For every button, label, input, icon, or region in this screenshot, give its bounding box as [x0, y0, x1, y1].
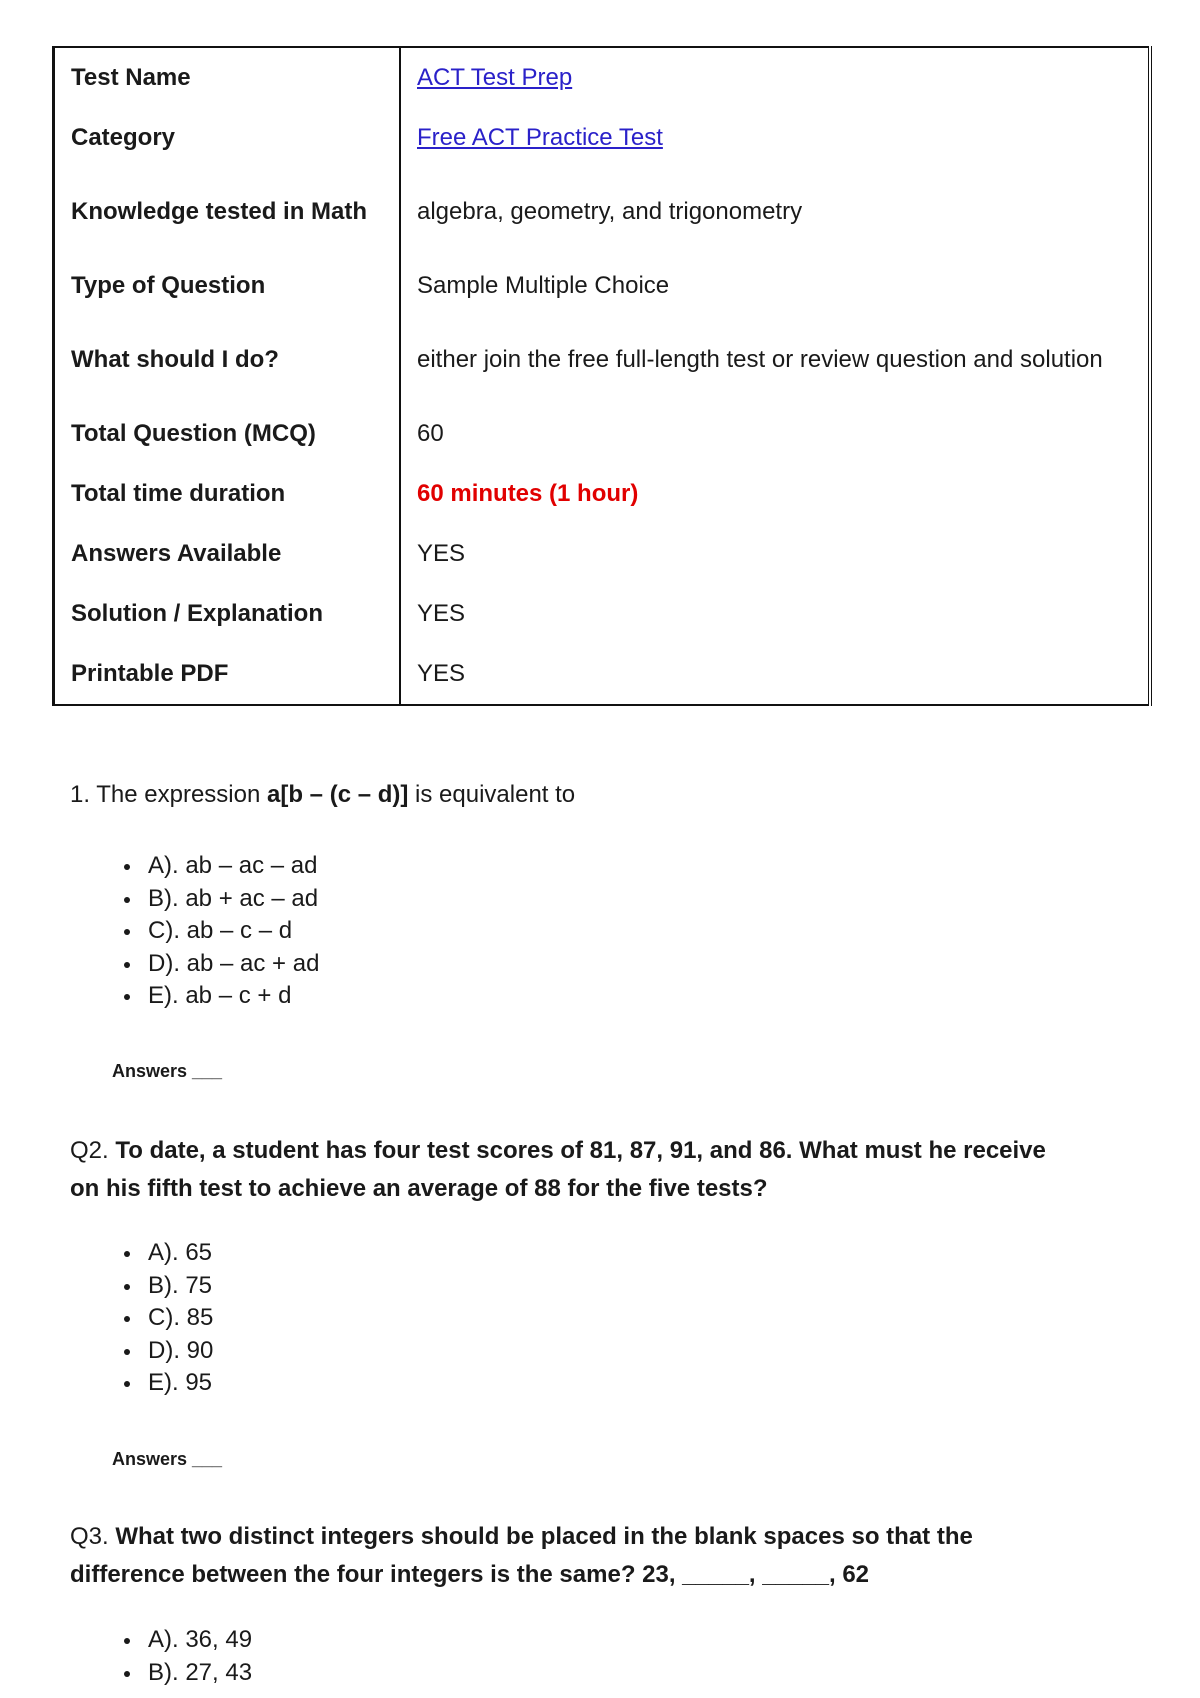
category-link[interactable]: Free ACT Practice Test	[417, 124, 663, 151]
table-row	[54, 524, 1151, 584]
row-label: Type of Question	[54, 256, 401, 316]
table-row	[54, 644, 1151, 705]
option[interactable]: E). 95	[118, 1367, 213, 1400]
row-value	[400, 108, 1150, 168]
option[interactable]: B). 75	[118, 1270, 213, 1303]
option[interactable]: A). 36, 49	[118, 1624, 252, 1657]
question-3-options	[118, 1624, 252, 1689]
row-label: Knowledge tested in Math	[54, 168, 401, 256]
table-row	[54, 316, 1151, 404]
table-row	[54, 404, 1151, 464]
question-1	[70, 776, 575, 814]
question-2-options	[118, 1237, 213, 1400]
option[interactable]: C). 85	[118, 1302, 213, 1335]
test-info-table	[52, 46, 1152, 706]
table-row	[54, 584, 1151, 644]
row-value	[400, 47, 1150, 108]
answers-toggle[interactable]: Answers ___	[112, 1449, 223, 1469]
row-label: Answers Available	[54, 524, 401, 584]
question-2	[70, 1132, 1080, 1208]
row-value: 60	[400, 404, 1150, 464]
question-2-prefix: Q2.	[70, 1137, 109, 1164]
row-label: Printable PDF	[54, 644, 401, 705]
table-row	[54, 168, 1151, 256]
row-value: YES	[400, 524, 1150, 584]
row-label: Total time duration	[54, 464, 401, 524]
question-3-text: What two distinct integers should be placed in the blank spaces so that the difference between the four integers is the same? 23, _____, _____, 62	[70, 1523, 973, 1588]
option[interactable]: D). 90	[118, 1335, 213, 1368]
option[interactable]: C). ab – c – d	[118, 915, 319, 948]
test-name-link[interactable]: ACT Test Prep	[417, 64, 573, 91]
option[interactable]: D). ab – ac + ad	[118, 948, 319, 981]
question-1-options	[118, 850, 319, 1013]
option[interactable]: B). ab + ac – ad	[118, 883, 319, 916]
question-3-prefix: Q3.	[70, 1523, 109, 1550]
table-row	[54, 256, 1151, 316]
row-label: Category	[54, 108, 401, 168]
table-row	[54, 464, 1151, 524]
option[interactable]: A). ab – ac – ad	[118, 850, 319, 883]
table-row	[54, 108, 1151, 168]
row-value: Sample Multiple Choice	[400, 256, 1150, 316]
row-value: YES	[400, 644, 1150, 705]
option[interactable]: A). 65	[118, 1237, 213, 1270]
option[interactable]: B). 27, 43	[118, 1657, 252, 1690]
question-1-expression: a[b – (c – d)]	[267, 781, 409, 808]
row-label: Test Name	[54, 47, 401, 108]
question-1-prefix: 1. The expression	[70, 781, 268, 808]
answers-toggle[interactable]: Answers ___	[112, 1061, 223, 1081]
row-value: YES	[400, 584, 1150, 644]
duration-value: 60 minutes (1 hour)	[400, 464, 1150, 524]
question-2-text: To date, a student has four test scores of 81, 87, 91, and 86. What must he receive on his fifth test to achieve an average of 88 for the five tests?	[70, 1137, 1046, 1202]
row-label: What should I do?	[54, 316, 401, 404]
row-value: algebra, geometry, and trigonometry	[400, 168, 1150, 256]
row-label: Total Question (MCQ)	[54, 404, 401, 464]
row-label: Solution / Explanation	[54, 584, 401, 644]
table-row	[54, 47, 1151, 108]
question-1-suffix: is equivalent to	[408, 781, 576, 808]
question-3	[70, 1518, 1080, 1594]
option[interactable]: E). ab – c + d	[118, 980, 319, 1013]
row-value: either join the free full-length test or review question and solution	[400, 316, 1150, 404]
